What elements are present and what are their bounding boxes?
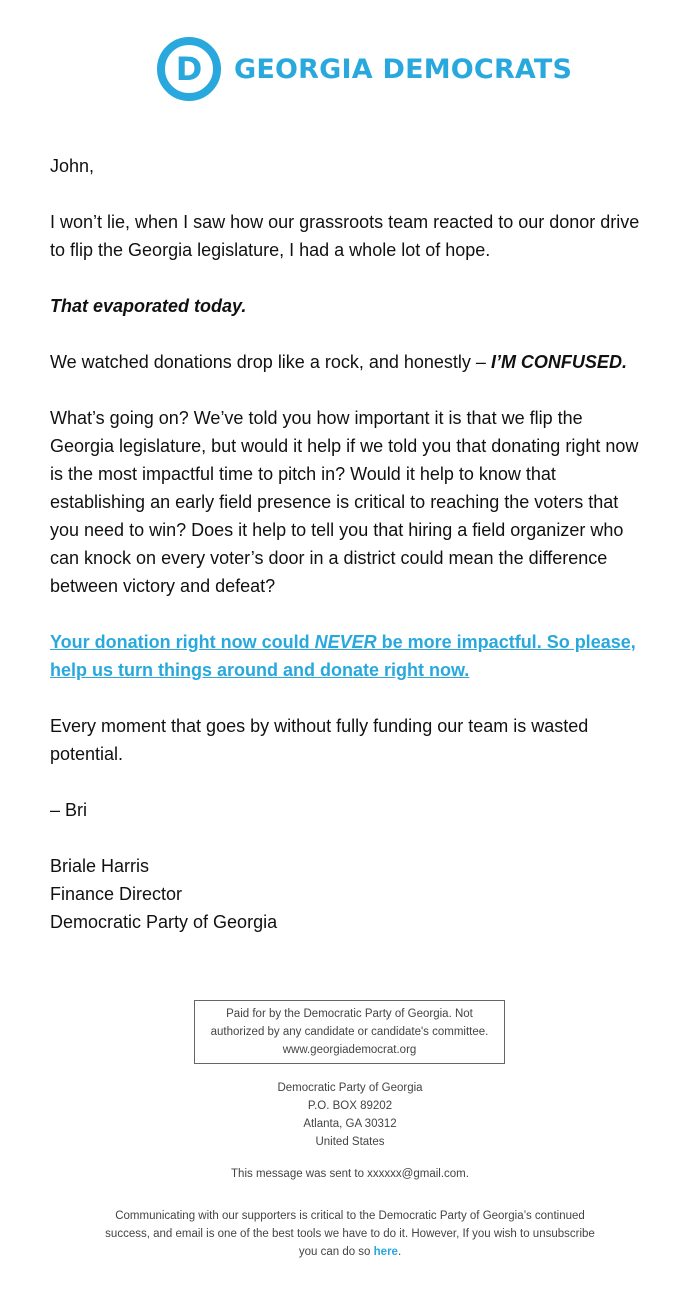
logo-text: GEORGIA DEMOCRATS — [234, 53, 573, 85]
confused-emphasis: I’M CONFUSED. — [490, 352, 627, 372]
signoff: – Bri — [50, 800, 88, 820]
sent-to-notice: This message was sent to xxxxxx@gmail.com. — [231, 1168, 469, 1180]
address-line: Atlanta, GA 30312 — [303, 1118, 397, 1130]
paragraph-hope: I won’t lie, when I saw how our grassroots team reacted to our donor drive to flip the Georgia legislature, I had a whole lot of hope. — [50, 212, 640, 260]
disclaimer-website: www.georgiademocrat.org — [282, 1044, 417, 1056]
unsubscribe-link[interactable]: here — [373, 1246, 398, 1258]
unsubscribe-text: Communicating with our supporters is critical to the Democratic Party of Georgia’s continued success, and email is one of the best tools we have to do it. However, If you wish to unsubscribe you can do so — [105, 1210, 595, 1258]
paragraph-evaporated: That evaporated today. — [50, 296, 247, 316]
greeting: John, — [50, 156, 95, 176]
paid-for-text: Paid for by the Democratic Party of Georgia. Not authorized by any candidate or candidate's committee. — [210, 1008, 489, 1038]
paragraph-whats-going-on: What’s going on? We’ve told you how important it is that we flip the Georgia legislature, but would it help if we told you that donating right now is the most impactful time to pitch in? Would it help to know that establishing an early field presence is critical to reaching the voters that you need to win? Does it help to tell you that hiring a field organizer who can knock on every voter’s door in a district could mean the difference between victory and defeat? — [50, 408, 639, 596]
donate-link-never: NEVER — [314, 632, 377, 652]
mailing-address — [0, 1079, 700, 1151]
donations-drop-text: We watched donations drop like a rock, and honestly – — [50, 352, 491, 372]
unsubscribe-end: . — [397, 1246, 402, 1258]
donate-cta-paragraph — [50, 628, 650, 684]
header-logo — [156, 36, 572, 102]
letter-body — [50, 152, 650, 936]
logo-letter: D — [175, 50, 203, 88]
paid-for-disclaimer — [194, 1000, 505, 1064]
donate-link[interactable] — [50, 632, 636, 680]
signature-name: Briale Harris — [50, 856, 150, 876]
signature-org: Democratic Party of Georgia — [50, 912, 278, 932]
signature-title: Finance Director — [50, 884, 183, 904]
address-line: United States — [315, 1136, 385, 1148]
donate-link-text-2: be more impactful. So please, help us turn things around and donate right now. — [50, 632, 636, 680]
address-line: P.O. BOX 89202 — [307, 1100, 393, 1112]
paragraph-wasted-potential: Every moment that goes by without fully funding our team is wasted potential. — [50, 716, 589, 764]
signature-block — [50, 852, 650, 936]
address-line: Democratic Party of Georgia — [277, 1082, 423, 1094]
donate-link-text-1: Your donation right now could — [50, 632, 315, 652]
paragraph-donations-drop — [50, 348, 650, 376]
unsubscribe-notice — [100, 1207, 600, 1261]
democrats-d-logo-icon — [156, 36, 222, 102]
